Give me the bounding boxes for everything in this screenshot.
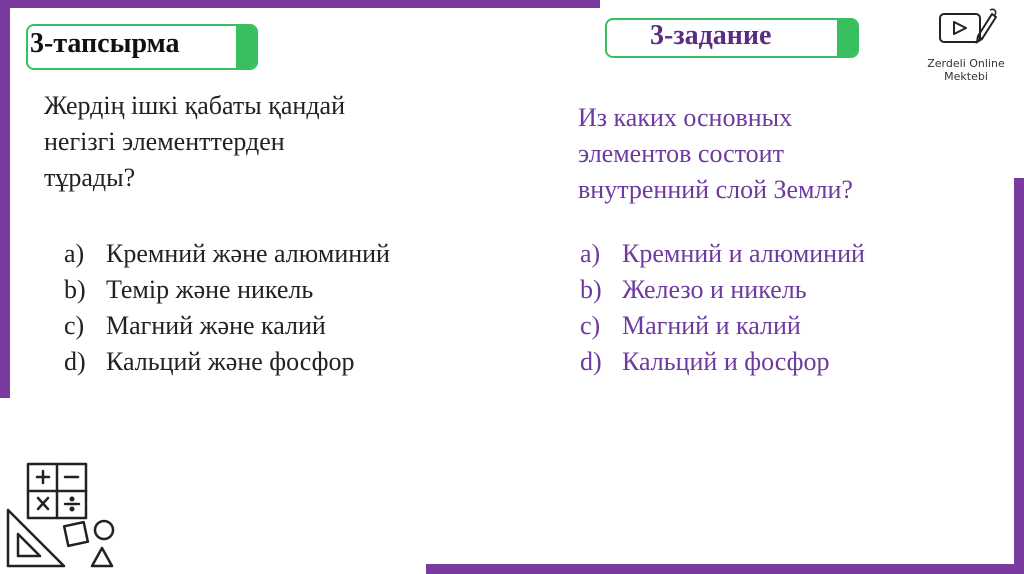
right-option-b bbox=[580, 272, 865, 308]
option-text: Кремний және алюминий bbox=[106, 239, 390, 268]
option-text: Магний және калий bbox=[106, 311, 326, 340]
option-text: Темір және никель bbox=[106, 275, 314, 304]
right-question-line: внутренний слой Земли? bbox=[578, 175, 853, 204]
option-letter: a) bbox=[64, 239, 85, 268]
left-question-line: негізгі элементтерден bbox=[44, 127, 285, 156]
logo bbox=[920, 6, 1012, 83]
right-option-d bbox=[580, 344, 865, 380]
option-text: Кремний и алюминий bbox=[622, 239, 865, 268]
left-accent-bar bbox=[0, 0, 10, 398]
left-option-a bbox=[64, 236, 390, 272]
logo-line1: Zerdeli Online bbox=[927, 57, 1005, 70]
left-title: 3-тапсырма bbox=[30, 28, 180, 59]
left-question bbox=[44, 88, 345, 196]
left-option-b bbox=[64, 272, 390, 308]
left-option-d bbox=[64, 344, 390, 380]
option-text: Железо и никель bbox=[622, 275, 807, 304]
option-text: Кальций және фосфор bbox=[106, 347, 355, 376]
top-accent-bar bbox=[10, 0, 600, 8]
right-option-c bbox=[580, 308, 865, 344]
option-letter: c) bbox=[64, 311, 85, 340]
option-text: Магний и калий bbox=[622, 311, 801, 340]
left-question-line: тұрады? bbox=[44, 163, 136, 192]
right-accent-bar bbox=[1014, 178, 1024, 574]
right-question-line: элементов состоит bbox=[578, 139, 784, 168]
right-question-line: Из каких основных bbox=[578, 103, 793, 132]
bottom-accent-bar bbox=[426, 564, 1024, 574]
right-title: 3-задание bbox=[650, 20, 772, 51]
right-option-a bbox=[580, 236, 865, 272]
left-option-c bbox=[64, 308, 390, 344]
option-letter: c) bbox=[580, 311, 601, 340]
option-text: Кальций и фосфор bbox=[622, 347, 830, 376]
video-play-pen-icon bbox=[934, 6, 998, 52]
right-question bbox=[578, 100, 853, 208]
option-letter: d) bbox=[64, 347, 86, 376]
option-letter: b) bbox=[64, 275, 86, 304]
right-options bbox=[580, 236, 865, 380]
math-symbols-geometry-icon bbox=[4, 462, 122, 570]
logo-line2: Mektebi bbox=[944, 70, 988, 83]
option-letter: b) bbox=[580, 275, 602, 304]
left-options bbox=[64, 236, 390, 380]
option-letter: d) bbox=[580, 347, 602, 376]
option-letter: a) bbox=[580, 239, 601, 268]
left-question-line: Жердің ішкі қабаты қандай bbox=[44, 91, 346, 120]
